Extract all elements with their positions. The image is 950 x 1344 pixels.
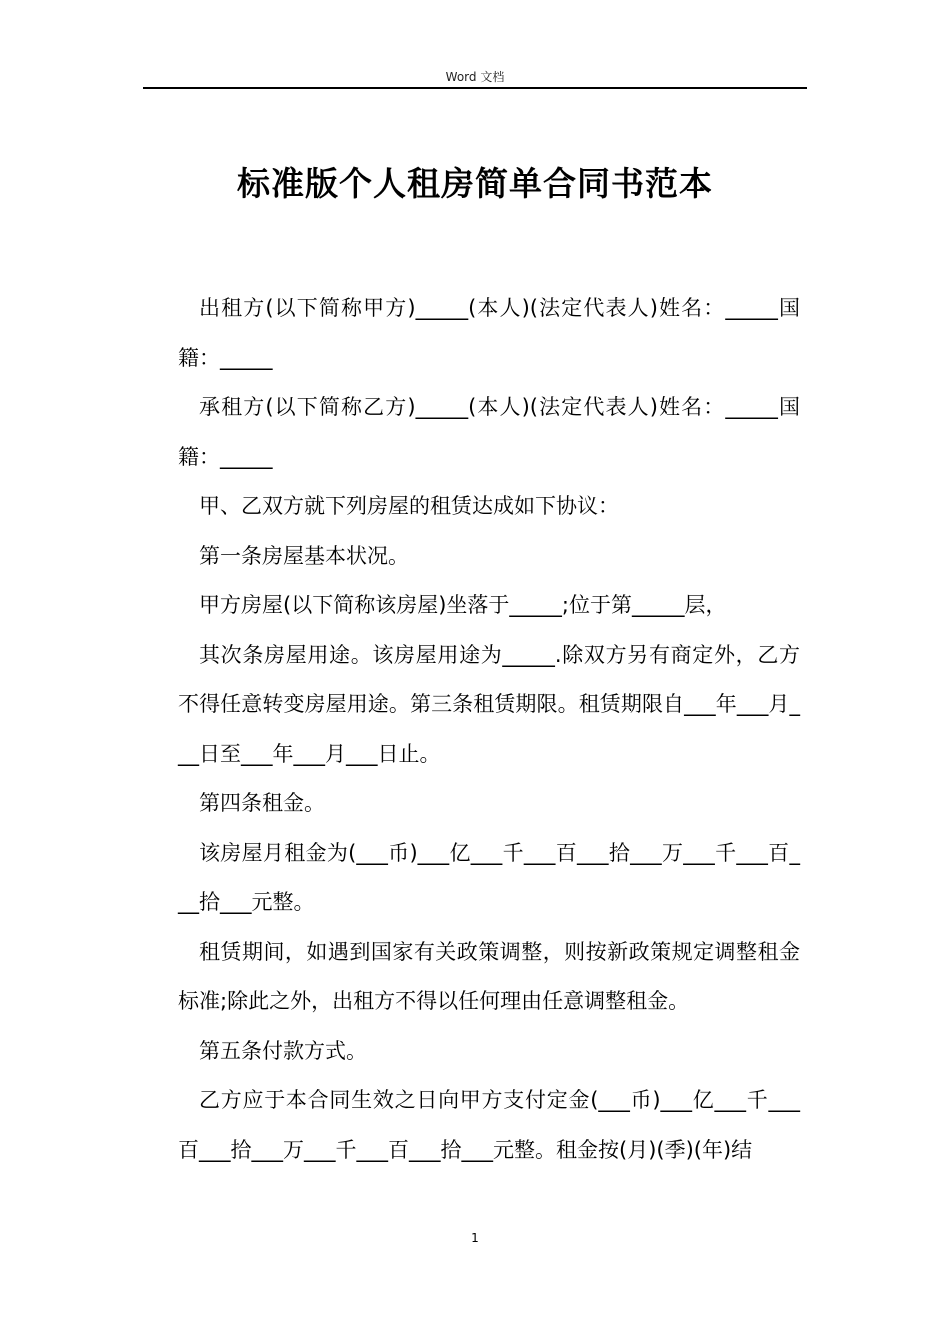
paragraph-lessee: 承租方(以下简称乙方)_____(本人)(法定代表人)姓名：_____国籍：_____ bbox=[178, 395, 800, 469]
paragraph-article-4-heading: 第四条租金。 bbox=[199, 791, 325, 815]
paragraph-deposit-payment: 乙方应于本合同生效之日向甲方支付定金(___币)___亿___千___百___拾___万___千___百___拾___元整。租金按(月)(季)(年)结 bbox=[178, 1088, 800, 1162]
page-header-text: Word 文档 bbox=[445, 70, 505, 84]
paragraph-agreement-intro: 甲、乙双方就下列房屋的租赁达成如下协议： bbox=[199, 494, 619, 518]
paragraph-lessor: 出租方(以下简称甲方)_____(本人)(法定代表人)姓名：_____国籍：_____ bbox=[178, 296, 800, 370]
page-number: 1 bbox=[471, 1231, 479, 1245]
paragraph-article-2-3: 其次条房屋用途。该房屋用途为_____.除双方另有商定外，乙方不得任意转变房屋用途。第三条租赁期限。租赁期限自___年___月___日至___年___月___日止。 bbox=[178, 642, 800, 766]
document-title: 标准版个人租房简单合同书范本 bbox=[237, 164, 713, 203]
header-divider bbox=[143, 87, 807, 89]
paragraph-article-1-heading: 第一条房屋基本状况。 bbox=[199, 543, 409, 568]
document-body bbox=[178, 284, 800, 1175]
paragraph-article-5-heading: 第五条付款方式。 bbox=[199, 1038, 367, 1063]
paragraph-rent-adjustment: 租赁期间，如遇到国家有关政策调整，则按新政策规定调整租金标准;除此之外，出租方不得以任何理由任意调整租金。 bbox=[178, 939, 800, 1013]
paragraph-property-location: 甲方房屋(以下简称该房屋)坐落于_____;位于第_____层， bbox=[199, 593, 727, 617]
paragraph-monthly-rent: 该房屋月租金为(___币)___亿___千___百___拾___万___千___百___拾___元整。 bbox=[178, 840, 800, 914]
